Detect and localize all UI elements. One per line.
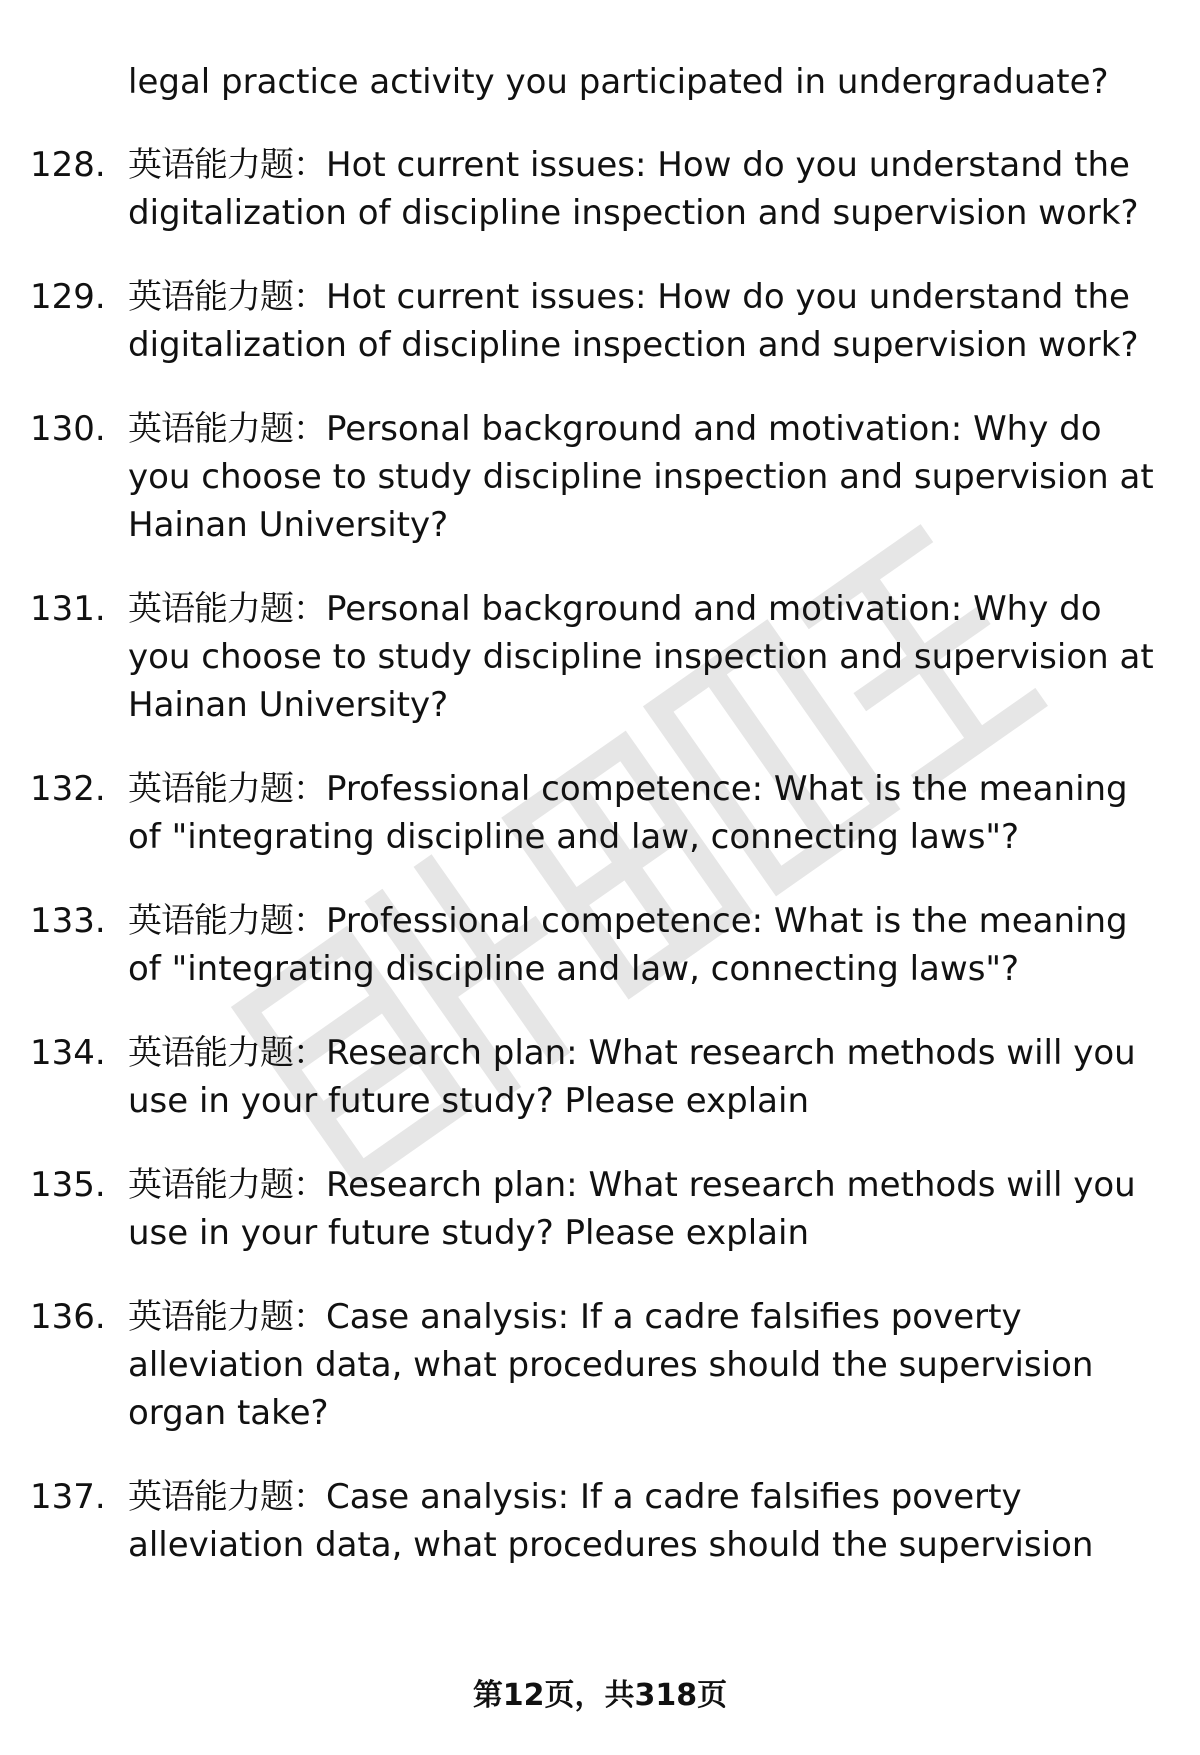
question-body (128, 405, 1168, 549)
question-item (0, 405, 1200, 549)
question-text: Case analysis: If a cadre falsifies poverty alleviation data, what procedures should the supervision organ take? (128, 1297, 1094, 1433)
continued-question-text: legal practice activity you participated in undergraduate? (128, 62, 1109, 102)
question-number: 136. (30, 1297, 106, 1337)
question-body (128, 1029, 1168, 1125)
question-number: 131. (30, 589, 106, 629)
question-number: 130. (30, 409, 106, 449)
question-item (0, 1161, 1200, 1257)
question-number: 129. (30, 277, 106, 317)
question-category-tag: 英语能力题： (128, 1033, 326, 1073)
question-text: Research plan: What research methods will you use in your future study? Please explain (128, 1033, 1136, 1121)
question-number: 134. (30, 1033, 106, 1073)
question-item (0, 1293, 1200, 1437)
question-item (0, 141, 1200, 237)
question-number: 132. (30, 769, 106, 809)
question-category-tag: 英语能力题： (128, 1165, 326, 1205)
question-item (0, 1473, 1200, 1569)
question-text: Hot current issues: How do you understand the digitalization of discipline inspection and supervision work? (128, 277, 1139, 365)
question-category-tag: 英语能力题： (128, 145, 326, 185)
question-category-tag: 英语能力题： (128, 769, 326, 809)
question-text: Case analysis: If a cadre falsifies poverty alleviation data, what procedures should the supervision (128, 1477, 1094, 1565)
question-number: 133. (30, 901, 106, 941)
question-category-tag: 英语能力题： (128, 409, 326, 449)
question-body (128, 273, 1168, 369)
question-text: Hot current issues: How do you understand the digitalization of discipline inspection and supervision work? (128, 145, 1139, 233)
question-body (128, 141, 1168, 237)
question-text: Research plan: What research methods will you use in your future study? Please explain (128, 1165, 1136, 1253)
question-body (128, 765, 1168, 861)
question-category-tag: 英语能力题： (128, 277, 326, 317)
question-text: Personal background and motivation: Why do you choose to study discipline inspection and supervision at Hainan University? (128, 409, 1154, 545)
question-body (128, 897, 1168, 993)
question-text: Personal background and motivation: Why do you choose to study discipline inspection and supervision at Hainan University? (128, 589, 1154, 725)
question-item (0, 273, 1200, 369)
question-item (0, 897, 1200, 993)
question-text: Professional competence: What is the meaning of "integrating discipline and law, connecting laws"? (128, 769, 1128, 857)
question-number: 135. (30, 1165, 106, 1205)
question-number: 128. (30, 145, 106, 185)
question-category-tag: 英语能力题： (128, 589, 326, 629)
page-footer: 第12页，共318页 (472, 1678, 728, 1713)
question-category-tag: 英语能力题： (128, 1297, 326, 1337)
question-text: Professional competence: What is the meaning of "integrating discipline and law, connecting laws"? (128, 901, 1128, 989)
question-list (0, 141, 1200, 1605)
question-body (128, 585, 1168, 729)
question-item (0, 1029, 1200, 1125)
question-item (0, 765, 1200, 861)
question-category-tag: 英语能力题： (128, 1477, 326, 1517)
question-body (128, 1161, 1168, 1257)
question-item (0, 585, 1200, 729)
question-category-tag: 英语能力题： (128, 901, 326, 941)
question-number: 137. (30, 1477, 106, 1517)
question-body (128, 1473, 1168, 1569)
question-body (128, 1293, 1168, 1437)
